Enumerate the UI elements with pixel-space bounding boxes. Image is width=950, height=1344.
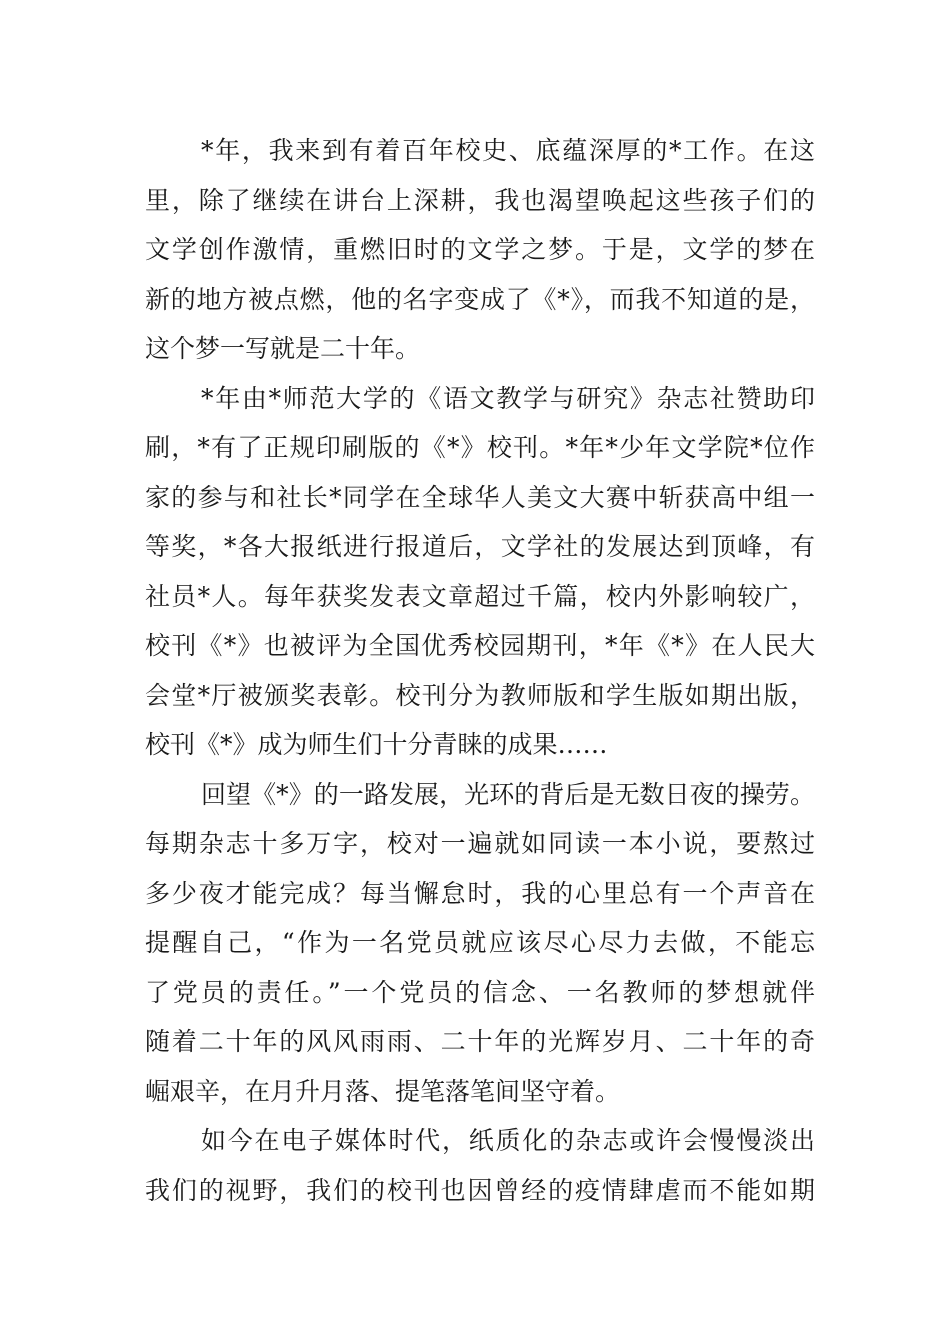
text-line: 等奖，*各大报纸进行报道后，文学社的发展达到顶峰，有	[145, 532, 815, 561]
text-line: 家的参与和社长*同学在全球华人美文大赛中斩获高中组一	[145, 482, 815, 512]
text-line: 了党员的责任。”一个党员的信念、一名教师的梦想就伴	[145, 977, 815, 1007]
text-line: 文学创作激情，重燃旧时的文学之梦。于是，文学的梦在	[145, 235, 815, 264]
text-line: 会堂*厅被颁奖表彰。校刊分为教师版和学生版如期出版，	[145, 680, 815, 710]
text-line: *年，我来到有着百年校史、底蕴深厚的*工作。在这	[201, 136, 815, 165]
text-line: 社员*人。每年获奖发表文章超过千篇，校内外影响较广，	[145, 581, 815, 611]
text-line: 随着二十年的风风雨雨、二十年的光辉岁月、二十年的奇	[145, 1027, 815, 1056]
text-line: 这个梦一写就是二十年。	[145, 334, 421, 363]
text-line: 如今在电子媒体时代，纸质化的杂志或许会慢慢淡出	[201, 1126, 815, 1155]
text-line: 我们的视野，我们的校刊也因曾经的疫情肆虐而不能如期	[145, 1175, 815, 1205]
document-body	[145, 126, 815, 1215]
text-line: 里，除了继续在讲台上深耕，我也渴望唤起这些孩子们的	[145, 185, 815, 215]
paragraph-1	[145, 126, 815, 374]
text-line: 校刊《*》成为师生们十分青睐的成果……	[145, 730, 608, 759]
text-line: 崛艰辛，在月升月落、提笔落笔间坚守着。	[145, 1076, 621, 1106]
paragraph-4	[145, 1116, 815, 1215]
text-line: *年由*师范大学的《语文教学与研究》杂志社赞助印	[201, 383, 815, 413]
text-line: 多少夜才能完成？每当懈怠时，我的心里总有一个声音在	[145, 878, 815, 908]
text-line: 回望《*》的一路发展，光环的背后是无数日夜的操劳。	[201, 779, 815, 809]
text-line: 刷，*有了正规印刷版的《*》校刊。*年*少年文学院*位作	[145, 433, 815, 462]
text-line: 提醒自己，“作为一名党员就应该尽心尽力去做，不能忘	[145, 928, 815, 957]
text-line: 新的地方被点燃，他的名字变成了《*》，而我不知道的是，	[145, 284, 815, 314]
paragraph-2	[145, 374, 815, 770]
text-line: 校刊《*》也被评为全国优秀校园期刊，*年《*》在人民大	[145, 631, 815, 660]
text-line: 每期杂志十多万字，校对一遍就如同读一本小说，要熬过	[145, 829, 815, 858]
paragraph-3	[145, 770, 815, 1117]
